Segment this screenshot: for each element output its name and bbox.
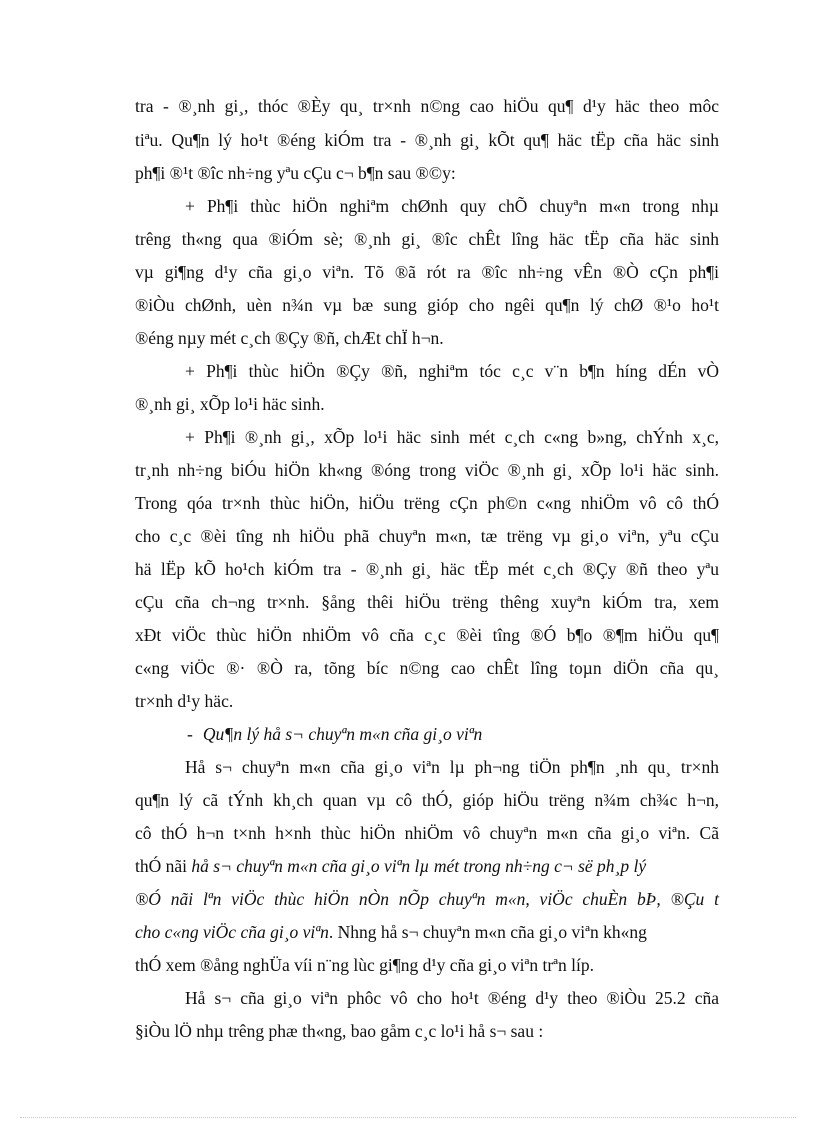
text-line: cÇu cña ch¬ng tr×nh. §ång thêi hiÖu trëng thêng xuyªn kiÓm tra, xem bbox=[135, 592, 719, 612]
text-line-mixed bbox=[135, 855, 719, 877]
text-line: ®éng nµy mét c¸ch ®Çy ®ñ, chÆt chÏ h¬n. bbox=[135, 328, 444, 348]
list-dash: - bbox=[187, 724, 193, 744]
text-line: cho c¸c ®èi tîng nh hiÖu phã chuyªn m«n, tæ trëng vµ gi¸o viªn, yªu cÇu bbox=[135, 526, 719, 546]
section-heading-text: Qu¶n lý hå s¬ chuyªn m«n cña gi¸o viªn bbox=[202, 724, 483, 744]
text-line: tiªu. Qu¶n lý ho¹t ®éng kiÓm tra - ®¸nh gi¸ kÕt qu¶ häc tËp cña häc sinh bbox=[135, 130, 719, 150]
text-line: ®¸nh gi¸ xÕp lo¹i häc sinh. bbox=[135, 394, 325, 414]
text-line: ph¶i ®¹t ®îc nh÷ng yªu cÇu c¬ b¶n sau ®©y: bbox=[135, 163, 456, 183]
text-line: + Ph¶i ®¸nh gi¸, xÕp lo¹i häc sinh mét c¸ch c«ng b»ng, chÝnh x¸c, bbox=[185, 427, 719, 447]
text-line: Trong qóa tr×nh thùc hiÖn, hiÖu trëng cÇn ph©n c«ng nhiÖm vô cô thÓ bbox=[135, 493, 719, 513]
text-line: + Ph¶i thùc hiÖn nghiªm chØnh quy chÕ chuyªn m«n trong nhµ bbox=[185, 196, 719, 216]
text-line-mixed bbox=[135, 921, 719, 943]
text-line: tr¸nh nh÷ng biÓu hiÖn kh«ng ®óng trong viÖc ®¸nh gi¸ xÕp lo¹i häc sinh. bbox=[135, 460, 719, 480]
text-line-italic: ®Ó nãi lªn viÖc thùc hiÖn nÒn nÕp chuyªn m«n, viÖc chuÈn bÞ, ®Çu t bbox=[135, 889, 719, 909]
italic-fragment: cho c«ng viÖc cña gi¸o viªn bbox=[135, 922, 329, 942]
text-line: Hå s¬ cña gi¸o viªn phôc vô cho ho¹t ®éng d¹y theo ®iÒu 25.2 cña bbox=[185, 988, 719, 1008]
text-line: §iÒu lÖ nhµ trêng phæ th«ng, bao gåm c¸c lo¹i hå s¬ sau : bbox=[135, 1021, 544, 1041]
text-line: ®iÒu chØnh, uèn n¾n vµ bæ sung gióp cho ngêi qu¶n lý chØ ®¹o ho¹t bbox=[135, 295, 719, 315]
text-fragment: . Nhng hå s¬ chuyªn m«n cña gi¸o viªn kh«ng bbox=[328, 922, 647, 942]
text-line: trêng th«ng qua ®iÓm sè; ®¸nh gi¸ ®îc chÊt lîng häc tËp cña häc sinh bbox=[135, 229, 719, 249]
text-line: qu¶n lý cã tÝnh kh¸ch quan vµ cô thÓ, gióp hiÖu trëng n¾m ch¾c h¬n, bbox=[135, 790, 719, 810]
text-line: tr×nh d¹y häc. bbox=[135, 691, 234, 711]
text-line: xÐt viÖc thùc hiÖn nhiÖm vô cña c¸c ®èi tîng ®Ó b¶o ®¶m hiÖu qu¶ bbox=[135, 625, 719, 645]
text-line: Hå s¬ chuyªn m«n cña gi¸o viªn lµ ph¬ng tiÖn ph¶n ¸nh qu¸ tr×nh bbox=[185, 757, 719, 777]
text-line: + Ph¶i thùc hiÖn ®Çy ®ñ, nghiªm tóc c¸c v¨n b¶n híng dÉn vÒ bbox=[185, 361, 719, 381]
text-line: vµ gi¶ng d¹y cña gi¸o viªn. Tõ ®ã rót ra ®îc nh÷ng vÊn ®Ò cÇn ph¶i bbox=[135, 262, 719, 282]
text-fragment: thÓ nãi bbox=[135, 856, 192, 876]
text-line: tra - ®¸nh gi¸, thóc ®Èy qu¸ tr×nh n©ng cao hiÖu qu¶ d¹y häc theo môc bbox=[135, 96, 719, 116]
section-heading bbox=[187, 723, 482, 745]
text-line: c«ng viÖc ®· ®Ò ra, tõng bíc n©ng cao chÊt lîng toµn diÖn cña qu¸ bbox=[135, 658, 719, 678]
italic-fragment: hå s¬ chuyªn m«n cña gi¸o viªn lµ mét trong nh÷ng c¬ së ph¸p lý bbox=[191, 856, 647, 876]
text-line: cô thÓ h¬n t×nh h×nh thùc hiÖn nhiÖm vô chuyªn m«n cña gi¸o viªn. Cã bbox=[135, 823, 719, 843]
page-bottom-border bbox=[20, 1117, 796, 1118]
text-line: hä lËp kÕ ho¹ch kiÓm tra - ®¸nh gi¸ häc tËp mét c¸ch ®Çy ®ñ theo yªu bbox=[135, 559, 719, 579]
text-line: thÓ xem ®ång nghÜa víi n¨ng lùc gi¶ng d¹y cña gi¸o viªn trªn líp. bbox=[135, 955, 594, 975]
